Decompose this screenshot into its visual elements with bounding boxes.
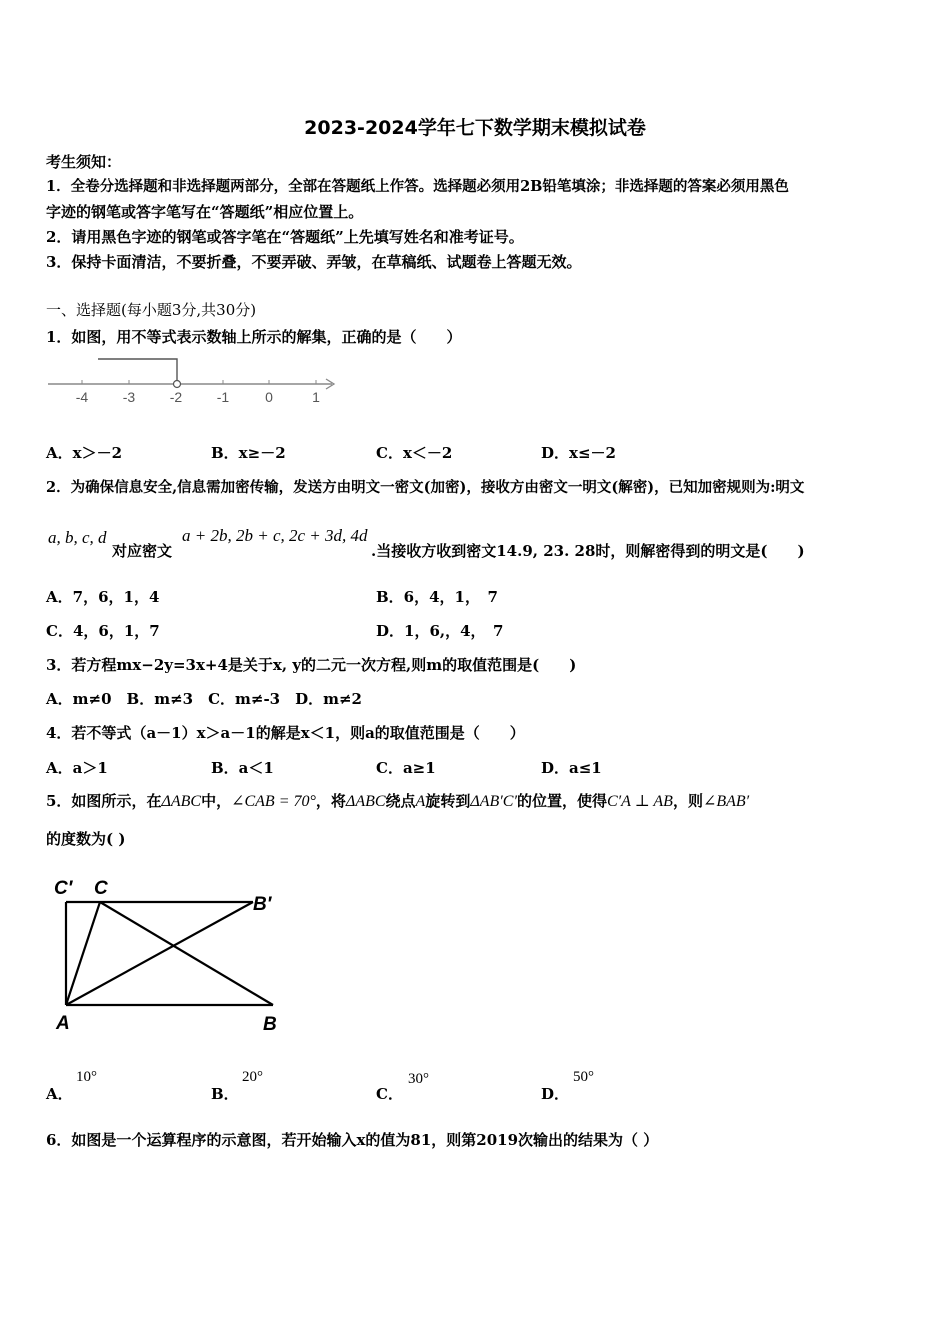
q1-number-line (40, 354, 350, 410)
q1-option-b: B．x≥－2 (211, 444, 286, 462)
q4-option-b: B．a＜1 (211, 759, 274, 777)
tick-label: -4 (75, 389, 89, 405)
tick-label: 0 (265, 389, 273, 405)
segment-c-b (100, 902, 273, 1005)
q5-math: ΔAB′C′ (470, 793, 517, 810)
solution-bracket (98, 359, 177, 380)
label-c: C (94, 878, 108, 899)
q5-math: A (415, 793, 426, 810)
q5-option-d-letter: D． (541, 1085, 570, 1103)
q5-option-c-letter: C． (376, 1085, 403, 1103)
open-point-marker (174, 381, 181, 388)
q2-option-a: A．7，6，1，4 (46, 588, 160, 606)
q2-option-d: D．1，6,，4， 7 (376, 622, 504, 640)
tick-label: 1 (312, 389, 320, 405)
q5-text: 中， (201, 792, 232, 810)
q5-math: ∠CAB = 70° (231, 793, 316, 810)
notice-heading: 考生须知： (46, 153, 122, 171)
label-b: B (263, 1014, 277, 1035)
q5-text: 绕点 (385, 792, 416, 810)
notice-item-1-line-1: 1．全卷分选择题和非选择题两部分，全部在答题纸上作答。选择题必须用2B铅笔填涂；非选择题的答案必须用黑色 (46, 178, 789, 195)
q3-stem: 3．若方程mx−2y=3x+4是关于x, y的二元一次方程,则m的取值范围是( ) (46, 656, 577, 674)
tick-label: -1 (216, 389, 230, 405)
q2-mid-text: 对应密文 (112, 542, 173, 560)
section-heading: 一、选择题(每小题3分,共30分) (46, 301, 257, 319)
q1-stem: 1．如图，用不等式表示数轴上所示的解集，正确的是（ ） (46, 328, 462, 346)
q2-stem-tail: .当接收方收到密文14.9, 23. 28时，则解密得到的明文是( ) (371, 542, 805, 560)
q5-text: ，则 (672, 792, 703, 810)
q5-math: C′A ⊥ AB (606, 793, 673, 810)
notice-item-2: 2．请用黑色字迹的钢笔或答字笔在“答题纸”上先填写姓名和准考证号。 (46, 228, 524, 246)
q5-option-b-letter: B． (211, 1085, 239, 1103)
q5-math: ΔABC (345, 793, 386, 810)
q2-option-c: C．4，6，1，7 (46, 622, 160, 640)
q4-stem: 4．若不等式（a－1）x＞a－1的解是x＜1，则a的取值范围是（ ） (46, 724, 525, 742)
q3-options: A．m≠0 B．m≠3 C．m≠-3 D．m≠2 (46, 690, 362, 708)
q4-option-d: D．a≤1 (541, 759, 602, 777)
q5-option-a-value: 10° (76, 1069, 97, 1085)
q2-option-b: B．6，4，1， 7 (376, 588, 498, 606)
notice-item-1-line-2: 字迹的钢笔或答字笔写在“答题纸”相应位置上。 (46, 203, 364, 221)
q2-stem-line-1: 2．为确保信息安全,信息需加密传输，发送方由明文一密文(加密)，接收方由密文一明文(解密)，已知加密规则为:明文 (46, 479, 805, 496)
q5-text: 的位置，使得 (516, 792, 607, 810)
q5-option-a-letter: A． (46, 1085, 73, 1103)
q5-option-c-value: 30° (408, 1071, 429, 1087)
label-b-prime: B′ (253, 894, 272, 915)
q2-ciphertext-expr: a + 2b, 2b + c, 2c + 3d, 4d (182, 526, 368, 545)
q5-option-b-value: 20° (242, 1069, 263, 1085)
q5-text: 5．如图所示，在 (46, 792, 162, 810)
q1-option-a: A．x＞－2 (46, 444, 123, 462)
q5-math: ΔABC (161, 793, 202, 810)
q6-stem: 6．如图是一个运算程序的示意图，若开始输入x的值为81，则第2019次输出的结果为（ ） (46, 1131, 659, 1149)
notice-item-3: 3．保持卡面清洁，不要折叠，不要弄破、弄皱，在草稿纸、试题卷上答题无效。 (46, 253, 582, 271)
q1-option-c: C．x＜－2 (376, 444, 453, 462)
q5-stem-line-1 (46, 791, 749, 812)
page-title: 2023-2024学年七下数学期末模拟试卷 (304, 117, 646, 139)
q5-stem-line-2: 的度数为( ) (46, 830, 126, 848)
q1-option-d: D．x≤－2 (541, 444, 616, 462)
q4-option-a: A．a＞1 (46, 759, 108, 777)
q5-text: 旋转到 (425, 792, 471, 810)
label-a: A (56, 1013, 70, 1034)
tick-label: -3 (122, 389, 136, 405)
label-c-prime: C′ (54, 878, 73, 899)
q5-math: ∠BAB′ (702, 793, 750, 810)
q5-text: ，将 (315, 792, 346, 810)
tick-label: -2 (169, 389, 183, 405)
q5-triangle-figure (48, 870, 298, 1036)
q5-option-d-value: 50° (573, 1069, 594, 1085)
q2-plaintext-expr: a, b, c, d (48, 528, 107, 547)
q4-option-c: C．a≥1 (376, 759, 436, 777)
